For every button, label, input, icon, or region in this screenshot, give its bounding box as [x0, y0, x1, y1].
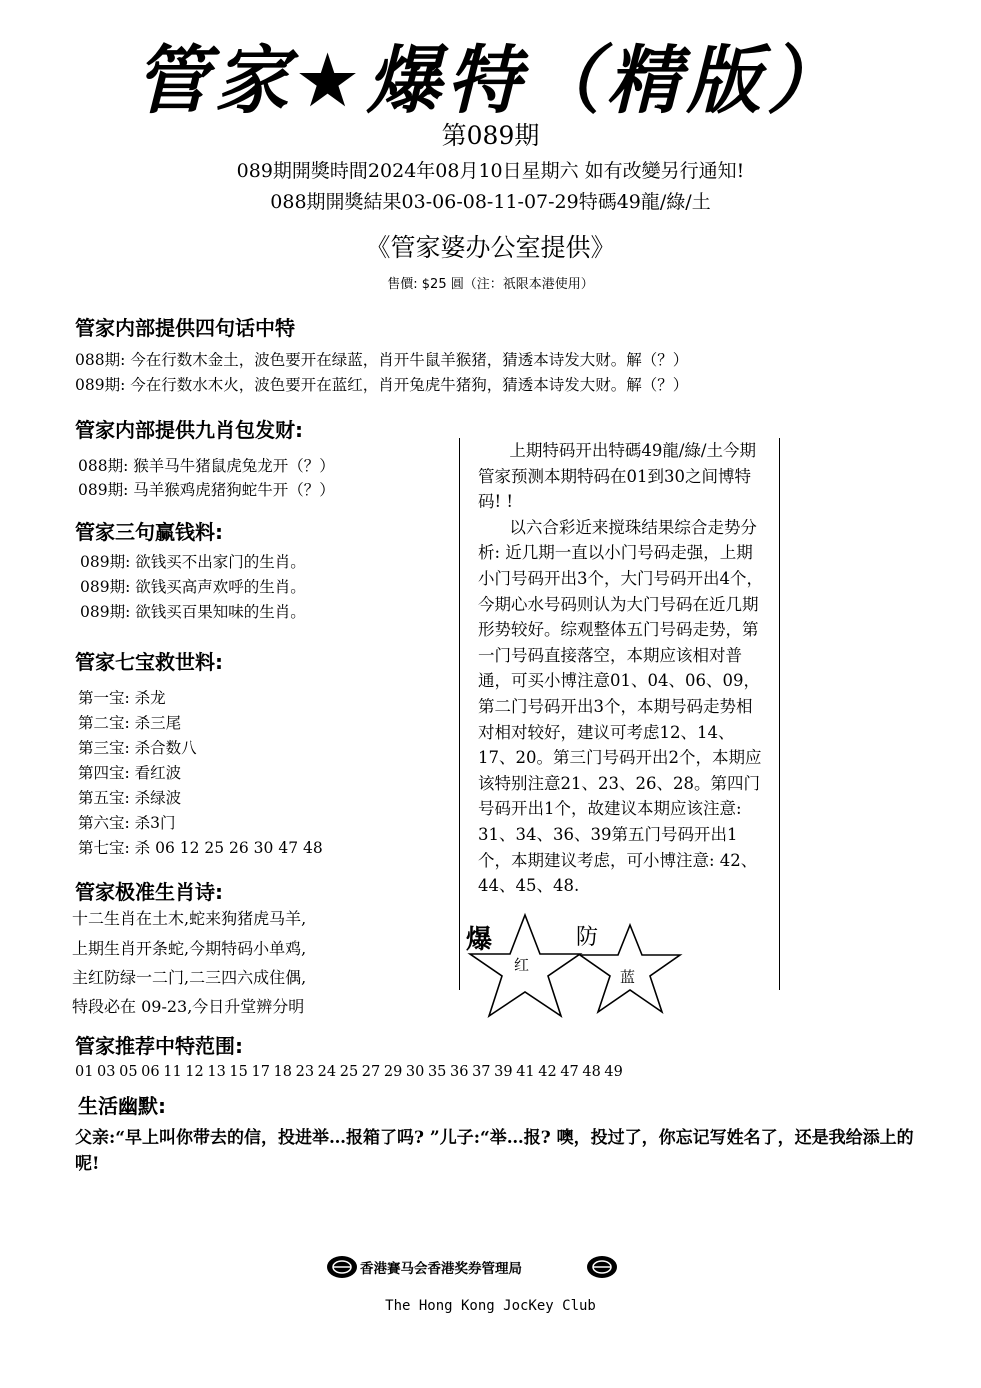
star-left-inner: 红 — [514, 956, 530, 974]
stars-graphic — [462, 912, 692, 1024]
star-left-label: 爆 — [466, 925, 493, 955]
hkjc-emblem-right-icon — [587, 1256, 617, 1278]
analysis-paragraph-1: 上期特码开出特碼49龍/綠/土今期管家预测本期特码在01到30之间博特码! ! — [478, 441, 756, 512]
four-lines-row-088: 088期: 今在行数木金土，波色要开在绿蓝，肖开牛鼠羊猴猪，猜透本诗发大财。解（？） — [75, 351, 689, 369]
range-heading: 管家推荐中特范围: — [75, 1034, 243, 1058]
poem-line-3: 主红防绿一二门,二三四六成住偶, — [72, 968, 307, 987]
footer-org-cn: 香港賽马会香港奖券管理局 — [360, 1261, 522, 1277]
three-lines-row-2: 089期: 欲钱买高声欢呼的生肖。 — [80, 578, 306, 596]
seven-treasures-heading: 管家七宝救世料: — [75, 650, 223, 674]
three-lines-heading: 管家三句赢钱料: — [75, 520, 223, 544]
last-result: 088期開獎結果03-06-08-11-07-29特碼49龍/綠/土 — [270, 191, 711, 213]
treasure-7: 第七宝: 杀 06 12 25 26 30 47 48 — [78, 839, 323, 857]
poem-line-4: 特段必在 09-23,今日升堂辨分明 — [72, 997, 305, 1016]
footer-logo — [326, 1252, 656, 1282]
treasure-2: 第二宝: 杀三尾 — [78, 714, 182, 732]
analysis-text — [478, 438, 768, 899]
nine-zodiac-heading: 管家内部提供九肖包发财: — [75, 418, 303, 442]
four-lines-heading: 管家内部提供四句话中特 — [75, 316, 295, 340]
treasure-4: 第四宝: 看红波 — [78, 764, 182, 782]
treasure-3: 第三宝: 杀合数八 — [78, 739, 197, 757]
analysis-paragraph-2: 以六合彩近来搅珠结果综合走势分析: 近几期一直以小门号码走强，上期小门号码开出3个，大门号码开出4个，今期心水号码则认为大门号码在近几期形势较好。综观整体五门号码走势，第一门号码直接落空，本期应该相对普通，可买小博注意01、04、06、09，第二门号码开出3个，本期号码走势相对相对较好，建议可考虑12、14、17、20。第三门号码开出2个，本期应该特别注意21、23、26、28。第四门号码开出1个，故建议本期应该注意: 31、34、36、39第五门号码开出1个，本期建议考虑，可小博注意: 42、44、45、48. — [478, 517, 763, 896]
footer-org-en: The Hong Kong JocKey Club — [385, 1298, 596, 1314]
poem-line-1: 十二生肖在土木,蛇来狗猪虎马羊, — [72, 909, 307, 928]
draw-notice: 089期開獎時間2024年08月10日星期六 如有改變另行通知! — [236, 160, 745, 182]
star-right-label: 防 — [576, 925, 599, 950]
nine-zodiac-row-088: 088期: 猴羊马牛猪鼠虎兔龙开（？） — [78, 457, 335, 475]
hkjc-emblem-left-icon — [327, 1256, 357, 1278]
treasure-1: 第一宝: 杀龙 — [78, 689, 166, 707]
humor-heading: 生活幽默: — [78, 1094, 166, 1118]
poem-heading: 管家极准生肖诗: — [75, 880, 223, 904]
page-title: 管家★爆特（精版） — [134, 38, 847, 124]
three-lines-row-3: 089期: 欲钱买百果知味的生肖。 — [80, 603, 306, 621]
treasure-6: 第六宝: 杀3门 — [78, 814, 176, 832]
treasure-5: 第五宝: 杀绿波 — [78, 789, 182, 807]
three-lines-row-1: 089期: 欲钱买不出家门的生肖。 — [80, 553, 306, 571]
issue-number: 第089期 — [441, 121, 540, 150]
poem-line-2: 上期生肖开条蛇,今期特码小单鸡, — [72, 939, 307, 958]
range-numbers: 01 03 05 06 11 12 13 15 17 18 23 24 25 27 29 30 35 36 37 39 41 42 47 48 49 — [75, 1064, 623, 1080]
star-right-inner: 蓝 — [620, 968, 636, 986]
humor-text: 父亲:“早上叫你带去的信，投进举…报箱了吗? ”儿子:“举…报? 噢，投过了，你忘记写姓名了，还是我给添上的呢! — [75, 1128, 914, 1174]
nine-zodiac-row-089: 089期: 马羊猴鸡虎猪狗蛇牛开（？） — [78, 481, 335, 499]
provider-line: 《管家婆办公室提供》 — [365, 233, 616, 262]
four-lines-row-089: 089期: 今在行数水木火，波色要开在蓝红，肖开兔虎牛猪狗，猜透本诗发大财。解（？） — [75, 376, 689, 394]
price-line: 售價: $25 圓（注：祇限本港使用） — [387, 277, 594, 292]
